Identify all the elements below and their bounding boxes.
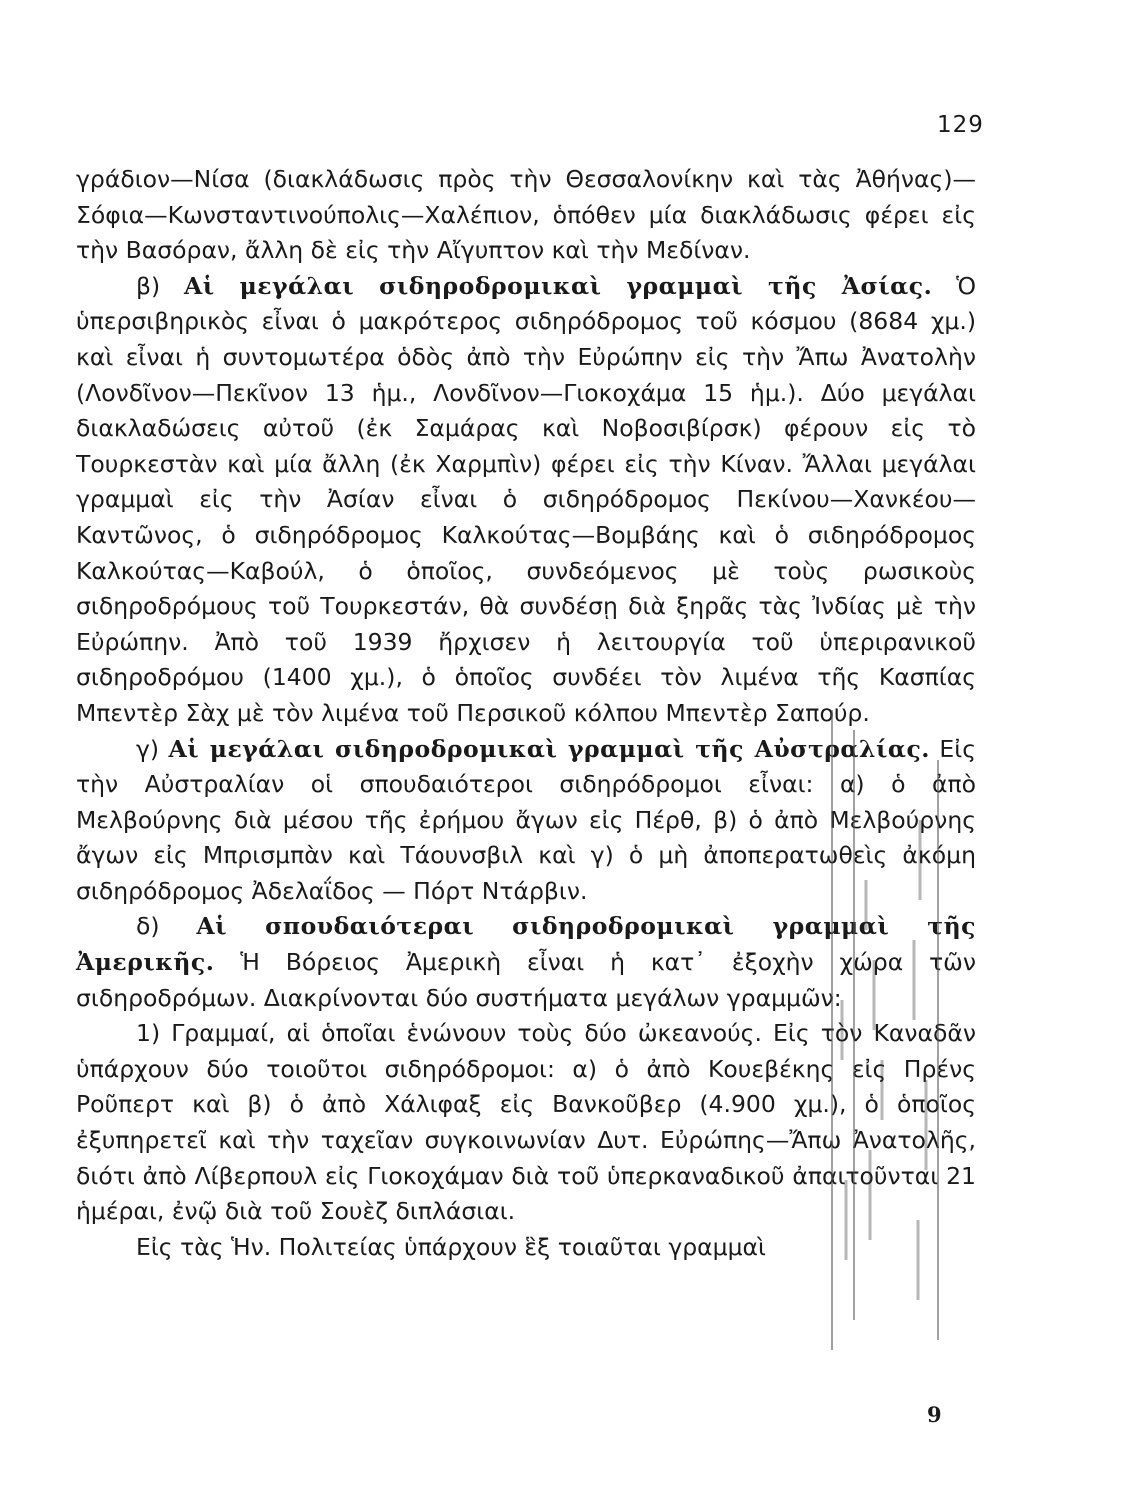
paragraph-text: Εἰς τὴν Αὐστραλίαν οἱ σπουδαιότεροι σιδηρόδρομοι εἶναι: α) ὁ ἀπὸ Μελβούρνης διὰ μέσου τῆς ἐρήμου ἄγων εἰς Πέρθ, β) ὁ ἀπὸ Μελβούρνης ἄγων εἰς Μπρισμπὰν καὶ Τάουνσβιλ καὶ γ) ὁ μὴ ἀποπερατωθεὶς ἀκόμη σιδηρόδρομος Ἀδελαΐδος — Πόρτ Ντάρβιν. xyxy=(76,734,976,905)
paragraph-text: 1) Γραμμαί, αἱ ὁποῖαι ἑνώνουν τοὺς δύο ὠκεανούς. Εἰς τὸν Καναδᾶν ὑπάρχουν δύο τοιοῦτοι σιδηρόδρομοι: α) ὁ ἀπὸ Κουεβέκης εἰς Πρένς Ροῦπερτ καὶ β) ὁ ἀπὸ Χάλιφαξ εἰς Βανκοῦβερ (4.900 χμ.), ὁ ὁποῖος ἐξυπηρετεῖ καὶ τὴν ταχεῖαν συγκοινωνίαν Δυτ. Εὐρώπης—Ἄπω Ἀνατολῆς, διότι ἀπὸ Λίβερπουλ εἰς Γιοκοχάμαν διὰ τοῦ ὑπερκαναδικοῦ ἀπαιτοῦνται 21 ἡμέραι, ἐνῷ διὰ τοῦ Σουὲζ διπλάσιαι. xyxy=(76,1019,976,1226)
section-label: β) xyxy=(136,271,161,300)
paragraph-final xyxy=(76,1230,976,1266)
paragraph-text: Εἰς τὰς Ἡν. Πολιτείας ὑπάρχουν ἓξ τοιαῦται γραμμαὶ xyxy=(136,1232,766,1261)
signature-mark: 9 xyxy=(927,1402,942,1427)
section-label: δ) xyxy=(136,912,160,941)
paragraph-list-item xyxy=(76,1016,976,1230)
section-heading: Αἱ σπουδαιότεραι σιδηροδρομικαὶ γραμμαὶ τῆς Ἀμερικῆς. xyxy=(76,912,976,977)
section-heading: Αἱ μεγάλαι σιδηροδρομικαὶ γραμμαὶ τῆς Αὐστραλίας. xyxy=(168,734,930,763)
page-body xyxy=(76,162,976,1265)
section-australia xyxy=(76,732,976,910)
paragraph-text: Ὁ ὑπερσιβηρικὸς εἶναι ὁ μακρότερος σιδηρόδρομος τοῦ κόσμου (8684 χμ.) καὶ εἶναι ἡ συντομωτέρα ὁδὸς ἀπὸ τὴν Εὐρώπην εἰς τὴν Ἄπω Ἀνατολὴν (Λονδῖνον—Πεκῖνον 13 ἡμ., Λονδῖνον—Γιοκοχάμα 15 ἡμ.). Δύο μεγάλαι διακλαδώσεις αὐτοῦ (ἐκ Σαμάρας καὶ Νοβοσιβίρσκ) φέρουν εἰς τὸ Τουρκεστὰν καὶ μία ἄλλη (ἐκ Χαρμπὶν) φέρει εἰς τὴν Κίναν. Ἄλλαι μεγάλαι γραμμαὶ εἰς τὴν Ἀσίαν εἶναι ὁ σιδηρόδρομος Πεκίνου—Χανκέου—Καντῶνος, ὁ σιδηρόδρομος Καλκούτας—Βομβάης καὶ ὁ σιδηρόδρομος Καλκούτας—Καβούλ, ὁ ὁποῖος, συνδεόμενος μὲ τοὺς ρωσικοὺς σιδηροδρόμους τοῦ Τουρκεστάν, θὰ συνδέσῃ διὰ ξηρᾶς τὰς Ἰνδίας μὲ τὴν Εὐρώπην. Ἀπὸ τοῦ 1939 ἤρχισεν ἡ λειτουργία τοῦ ὑπεριρανικοῦ σιδηροδρόμου (1400 χμ.), ὁ ὁποῖος συνδέει τὸν λιμένα τῆς Κασπίας Μπεντὲρ Σὰχ μὲ τὸν λιμένα τοῦ Περσικοῦ κόλπου Μπεντὲρ Σαπούρ. xyxy=(76,271,976,727)
paragraph-text: γράδιον—Νίσα (διακλάδωσις πρὸς τὴν Θεσσαλονίκην καὶ τὰς Ἀθήνας)—Σόφια—Κωνσταντινούπολις—Χαλέπιον, ὁπόθεν μία διακλάδωσις φέρει εἰς τὴν Βασόραν, ἄλλη δὲ εἰς τὴν Αἴγυπτον καὶ τὴν Μεδίναν. xyxy=(76,165,976,265)
paragraph-continuation xyxy=(76,162,976,269)
paragraph-text: Ἡ Βόρειος Ἀμερικὴ εἶναι ἡ κατ᾽ ἐξοχὴν χώρα τῶν σιδηροδρόμων. Διακρίνονται δύο συστήματα μεγάλων γραμμῶν: xyxy=(76,948,976,1012)
section-america xyxy=(76,909,976,1016)
section-asia xyxy=(76,269,976,732)
section-heading: Αἱ μεγάλαι σιδηροδρομικαὶ γραμμαὶ τῆς Ἀσίας. xyxy=(183,271,933,300)
section-label: γ) xyxy=(136,734,160,763)
page-number: 129 xyxy=(937,112,984,138)
